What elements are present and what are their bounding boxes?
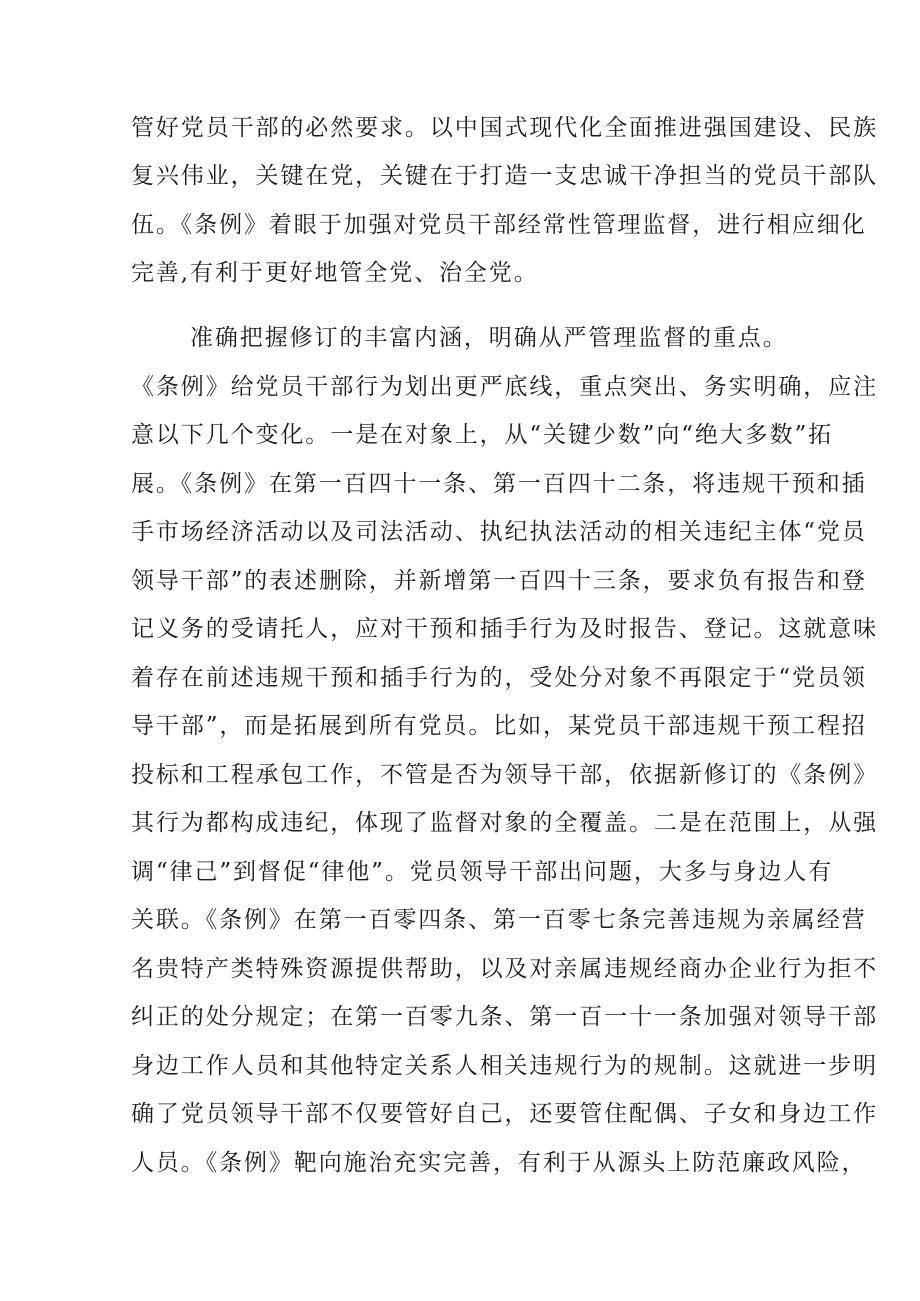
text-line: 领导干部”的表述删除，并新增第一百四十三条，要求负有报告和登	[131, 568, 867, 594]
text-line: 纠正的处分规定；在第一百零九条、第一百一十一条加强对领导干部	[131, 1004, 878, 1030]
text-line: 其行为都构成违纪，体现了监督对象的全覆盖。二是在范围上，从强	[131, 810, 878, 836]
text-line: 伍。《条例》着眼于加强对党员干部经常性管理监督，进行相应细化	[131, 212, 867, 238]
text-line: 手市场经济活动以及司法活动、执纪执法活动的相关违纪主体“党员	[131, 519, 867, 545]
text-line: 确了党员领导干部不仅要管好自己，还要管住配偶、子女和身边工作	[131, 1101, 878, 1127]
text-line: 调“律己”到督促“律他”。党员领导干部出问题，大多与身边人有	[131, 859, 834, 885]
text-line: 投标和工程承包工作，不管是否为领导干部，依据新修订的《条例》	[131, 762, 878, 788]
text-line: 复兴伟业，关键在党，关键在于打造一支忠诚干净担当的党员干部队	[131, 163, 878, 189]
text-line: 关联。《条例》在第一百零四条、第一百零七条完善违规为亲属经营	[131, 907, 867, 933]
text-line: 记义务的受请托人，应对干预和插手行为及时报告、登记。这就意味	[131, 616, 878, 642]
text-line: 《条例》给党员干部行为划出更严底线，重点突出、务实明确，应注	[131, 374, 878, 400]
text-line: 意以下几个变化。一是在对象上，从“关键少数”向“绝大多数”拓	[131, 422, 834, 448]
text-line: 导干部”，而是拓展到所有党员。比如，某党员干部违规干预工程招	[131, 713, 867, 739]
text-line: 身边工作人员和其他特定关系人相关违规行为的规制。这就进一步明	[131, 1053, 878, 1079]
text-line: 人员。《条例》靶向施治充实完善，有利于从源头上防范廉政风险，	[131, 1150, 867, 1176]
text-line: 着存在前述违规干预和插手行为的，受处分对象不再限定于“党员领	[131, 665, 867, 691]
text-line: 名贵特产类特殊资源提供帮助，以及对亲属违规经商办企业行为拒不	[131, 956, 878, 982]
text-line: 展。《条例》在第一百四十一条、第一百四十二条，将违规干预和插	[131, 471, 867, 497]
text-line: 管好党员干部的必然要求。以中国式现代化全面推进强国建设、民族	[131, 115, 878, 141]
paragraph-heading-line: 准确把握修订的丰富内涵，明确从严管理监督的重点。	[190, 325, 788, 351]
text-line: 完善,有利于更好地管全党、治全党。	[131, 260, 539, 286]
